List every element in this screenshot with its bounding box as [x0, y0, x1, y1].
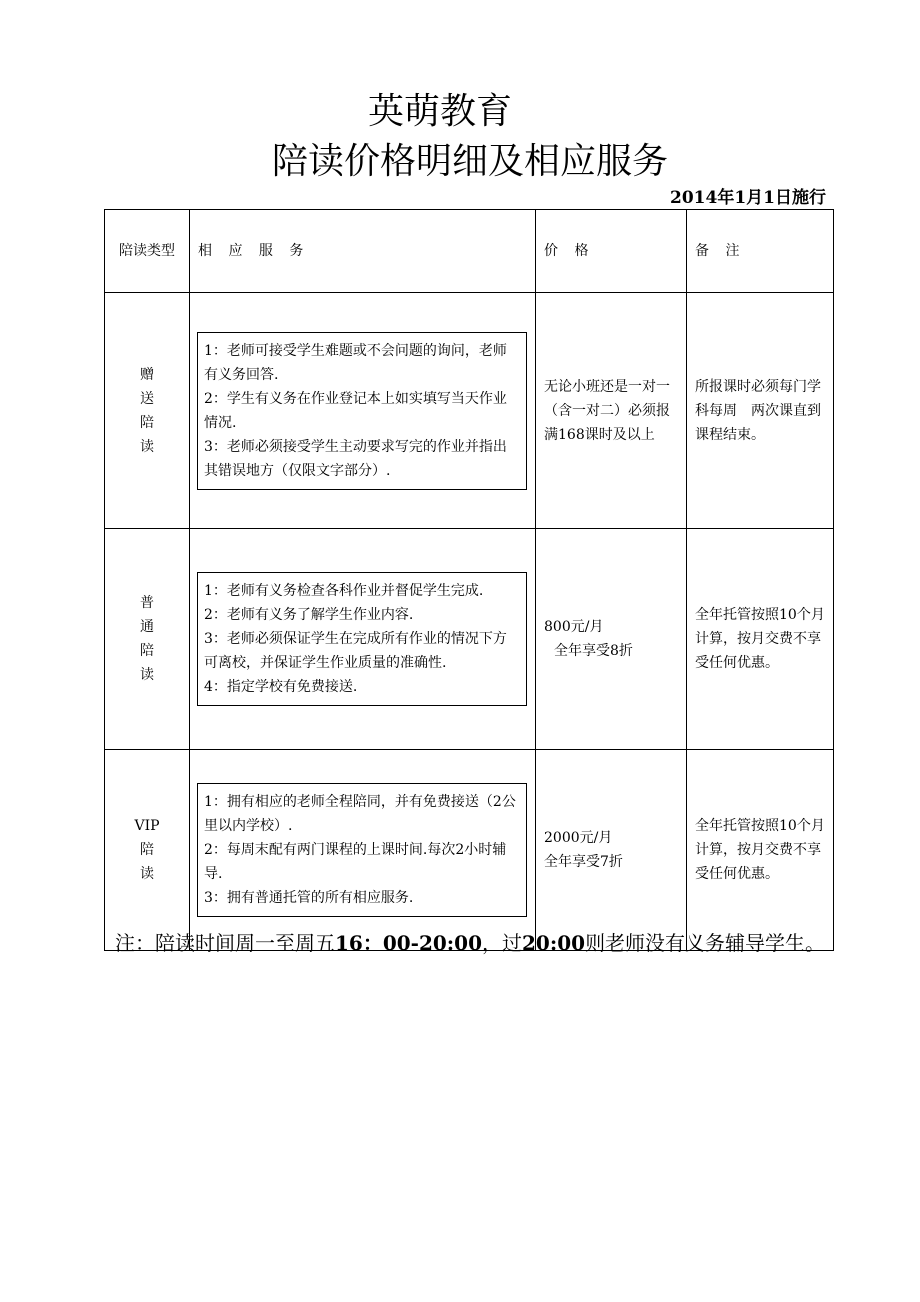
price-table	[104, 209, 834, 951]
type-cell	[105, 293, 190, 529]
price-cell	[536, 293, 687, 529]
service-item: 3：拥有普通托管的所有相应服务.	[204, 890, 414, 906]
price-line: 无论小班还是一对一（含一对二）必须报满168课时及以上	[544, 378, 670, 443]
price-cell	[536, 529, 687, 750]
type-char: 送	[140, 390, 154, 407]
header-service: 相 应 服 务	[190, 210, 536, 293]
note-cell: 全年托管按照10个月计算，按月交费不享受任何优惠。	[687, 529, 834, 750]
service-cell	[190, 529, 536, 750]
table-row	[105, 529, 834, 750]
type-char: 读	[140, 438, 154, 455]
service-list	[197, 783, 527, 917]
service-item: 2：老师有义务了解学生作业内容.	[204, 607, 414, 623]
org-name: 英萌教育	[367, 91, 512, 132]
service-item: 1：老师可接受学生难题或不会问题的询问，老师有义务回答.	[204, 342, 507, 383]
price-line: 全年享受8折	[554, 643, 633, 659]
header-price: 价 格	[536, 210, 687, 293]
footnote-middle: ，过	[482, 931, 523, 955]
footnote-cutoff: 20:00	[522, 931, 586, 955]
type-cell	[105, 750, 190, 951]
table-header-row	[105, 210, 834, 293]
type-cell	[105, 529, 190, 750]
effective-date: 2014年1月1日施行	[670, 188, 826, 208]
type-char: 读	[140, 866, 154, 882]
table-row	[105, 293, 834, 529]
service-item: 3：老师必须保证学生在完成所有作业的情况下方可离校，并保证学生作业质量的准确性.	[204, 631, 507, 671]
service-item: 4：指定学校有免费接送.	[204, 679, 358, 695]
price-cell	[536, 750, 687, 951]
doc-title: 陪读价格明细及相应服务	[271, 141, 668, 182]
table-row	[105, 750, 834, 951]
type-char: 陪	[140, 643, 154, 659]
footnote-prefix: 注：陪读时间周一至周五	[115, 931, 335, 955]
footnote	[115, 928, 825, 958]
footnote-time-range: 16：00-20:00	[335, 931, 483, 955]
type-char: 赠	[140, 366, 154, 383]
price-line: 全年享受7折	[544, 854, 623, 870]
header-type: 陪读类型	[105, 210, 190, 293]
footnote-suffix: 则老师没有义务辅导学生。	[585, 931, 826, 955]
service-item: 1：老师有义务检查各科作业并督促学生完成.	[204, 583, 484, 599]
service-item: 2：学生有义务在作业登记本上如实填写当天作业情况.	[204, 390, 507, 431]
note-cell: 全年托管按照10个月计算，按月交费不享受任何优惠。	[687, 750, 834, 951]
note-cell: 所报课时必须每门学科每周 两次课直到课程结束。	[687, 293, 834, 529]
header-note: 备 注	[687, 210, 834, 293]
service-item: 1：拥有相应的老师全程陪同，并有免费接送（2公里以内学校）.	[204, 794, 516, 834]
service-item: 3：老师必须接受学生主动要求写完的作业并指出其错误地方（仅限文字部分）.	[204, 438, 507, 479]
price-line: 2000元/月	[544, 830, 613, 846]
service-cell	[190, 750, 536, 951]
service-list	[197, 332, 527, 490]
type-char: VIP	[134, 818, 160, 834]
type-char: 普	[140, 595, 154, 611]
service-cell	[190, 293, 536, 529]
price-line: 800元/月	[544, 619, 604, 635]
type-char: 读	[140, 667, 154, 683]
type-char: 通	[140, 619, 154, 635]
service-item: 2：每周末配有两门课程的上课时间.每次2小时辅导.	[204, 842, 507, 882]
type-char: 陪	[140, 842, 154, 858]
type-char: 陪	[140, 414, 154, 431]
service-list	[197, 572, 527, 706]
